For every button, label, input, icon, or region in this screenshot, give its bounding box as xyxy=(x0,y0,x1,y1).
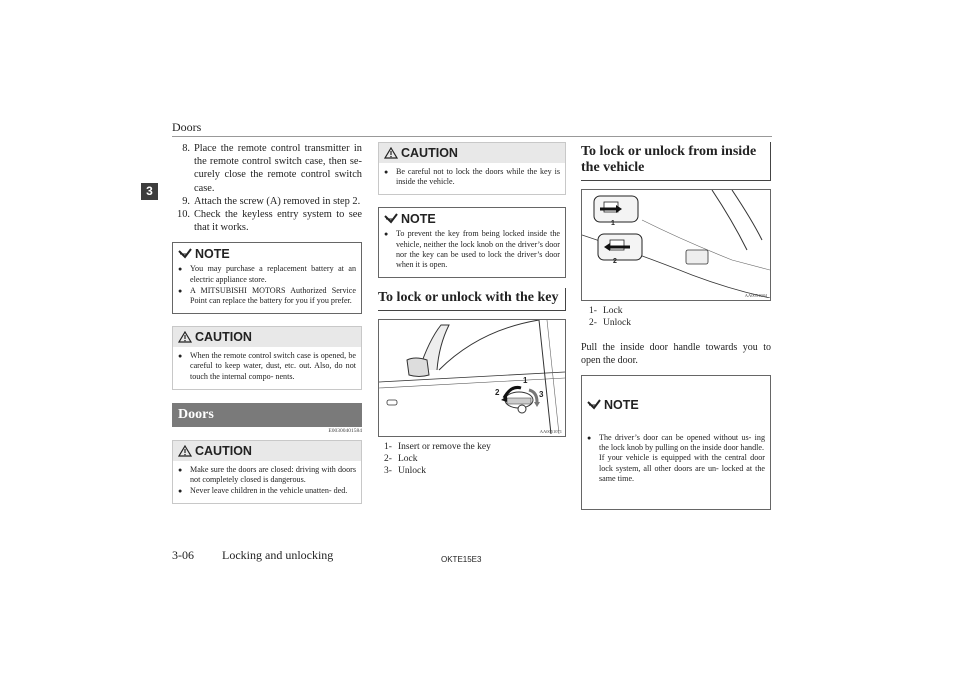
caption-item: 1- Lock xyxy=(589,306,623,316)
doors-section xyxy=(172,403,362,434)
figure-code: AA0051071 xyxy=(539,429,562,435)
note-item: ● The driver’s door can be opened without us- ing the lock knob by pulling on the inside door handle. If your vehicle is equipped with the central door lock system, all other doors are un- locked at the same time. xyxy=(587,433,765,483)
note-icon xyxy=(587,399,601,411)
caution-item: ● When the remote control switch case is opened, be careful to keep water, dust, etc. out. Also, do not touch the internal compo- nents. xyxy=(178,351,356,381)
caption-item: 1- Insert or remove the key xyxy=(384,442,491,453)
body-paragraph: Pull the inside door handle towards you to open the door. xyxy=(581,342,771,366)
column-2 xyxy=(378,142,566,477)
step-item: 9. Attach the screw (A) removed in step 2. xyxy=(182,195,361,207)
section-title: Doors xyxy=(172,403,362,427)
door-handle-illustration xyxy=(582,190,770,298)
note-label: NOTE xyxy=(195,247,230,262)
chapter-tab: 3 xyxy=(141,183,158,200)
note-box xyxy=(581,375,771,510)
page-number: 3-06 xyxy=(172,548,194,562)
step-item: 10. Check the keyless entry system to see that it works. xyxy=(177,209,362,234)
section-heading: To lock or unlock from inside the vehicle xyxy=(581,142,771,181)
warning-triangle-icon xyxy=(178,445,192,457)
caution-box xyxy=(172,440,362,505)
document-code: OKTE15E3 xyxy=(441,555,482,564)
callout-3: 3 xyxy=(539,390,544,400)
figure-captions xyxy=(378,441,566,477)
caution-item: ● Never leave children in the vehicle unatten- ded. xyxy=(178,486,348,496)
caution-label: CAUTION xyxy=(195,443,252,458)
section-code: E00300401584 xyxy=(328,427,362,434)
note-label: NOTE xyxy=(401,212,436,227)
section-heading: To lock or unlock with the key xyxy=(378,288,566,311)
warning-triangle-icon xyxy=(178,331,192,343)
note-icon xyxy=(384,213,398,225)
step-item: 8. Place the remote control transmitter in the remote control switch case, then se- curely close the remote control switch case. xyxy=(182,143,362,194)
column-1 xyxy=(172,142,362,504)
door-key-illustration xyxy=(379,320,565,434)
callout-2: 2 xyxy=(495,388,500,398)
caution-label: CAUTION xyxy=(401,146,458,160)
caution-item: ● Be careful not to lock the doors while the key is inside the vehicle. xyxy=(384,167,560,187)
caption-item: 3- Unlock xyxy=(384,466,426,477)
header-rule xyxy=(172,136,772,137)
running-header: Doors xyxy=(172,120,202,134)
caution-label: CAUTION xyxy=(195,330,252,345)
callout-1: 1 xyxy=(611,220,615,227)
note-item: ● You may purchase a replacement battery at an electric appliance store. xyxy=(178,264,356,284)
footer-section: Locking and unlocking xyxy=(222,548,334,562)
caution-box xyxy=(378,142,566,195)
note-icon xyxy=(178,248,192,260)
callout-1: 1 xyxy=(523,376,528,386)
note-label: NOTE xyxy=(604,398,639,412)
column-3 xyxy=(581,142,771,510)
figure-captions xyxy=(581,305,771,329)
caution-box xyxy=(172,326,362,390)
caption-item: 2- Lock xyxy=(384,454,418,465)
figure-code: AA0051084 xyxy=(744,293,767,298)
caution-item: ● Make sure the doors are closed: driving with doors not completely closed is dangerous. xyxy=(178,464,356,485)
steps-list xyxy=(172,142,362,234)
callout-2: 2 xyxy=(613,258,617,265)
note-item: ● To prevent the key from being locked inside the vehicle, neither the lock knob on the driver’s door nor the key can be used to lock the driver’s door when it is open. xyxy=(384,229,560,270)
inside-lock-figure xyxy=(581,189,771,301)
key-lock-figure xyxy=(378,319,566,437)
caption-item: 2- Unlock xyxy=(589,318,631,328)
note-box xyxy=(378,207,566,278)
warning-triangle-icon xyxy=(384,147,398,159)
note-item: ● A MITSUBISHI MOTORS Authorized Service Point can replace the battery for you if you prefer. xyxy=(178,285,356,306)
note-box xyxy=(172,242,362,314)
